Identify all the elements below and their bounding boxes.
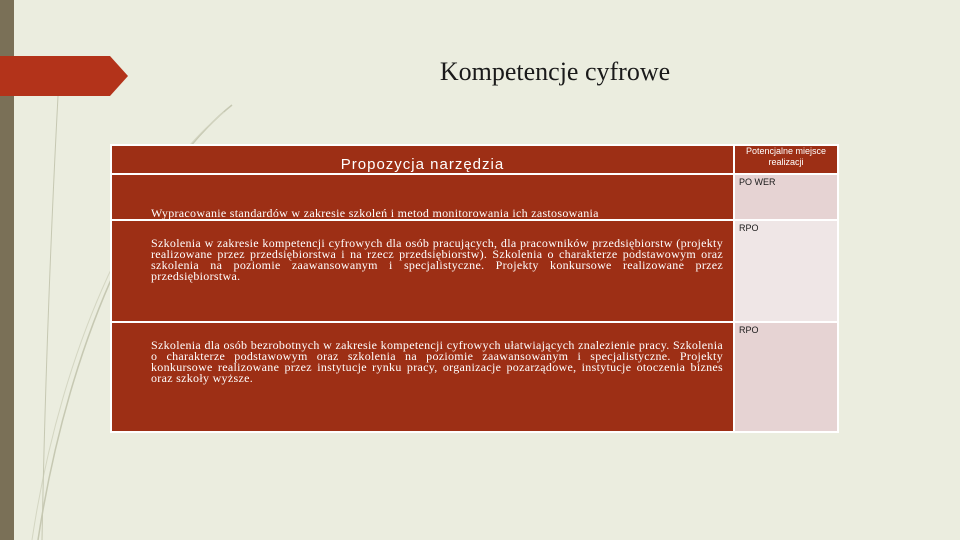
row-3-place: RPO xyxy=(734,322,838,432)
row-1-text: Wypracowanie standardów w zakresie szkoleń i metod monitorowania ich zastosowania xyxy=(151,206,599,220)
row-1-text-cell xyxy=(111,174,734,220)
table-row xyxy=(111,220,838,322)
table-row xyxy=(111,322,838,432)
header-place-label: Potencjalne miejsce realizacji xyxy=(734,145,838,174)
table-header-row xyxy=(111,145,838,174)
row-2-place: RPO xyxy=(734,220,838,322)
row-2-text-cell xyxy=(111,220,734,322)
header-tool-proposal xyxy=(111,145,734,174)
row-2-text: Szkolenia w zakresie kompetencji cyfrowych dla osób pracujących, dla pracowników przedsiębiorstw (projekty realizowane przez przedsiębiorstwa i na rzecz przedsiębiorstw). Szkolenia o charakterze podstawowym oraz szkolenia na poziomie zaawansowanym i specjalistyczne. Projekty konkursowe realizowane przez przedsiębiorstwa. xyxy=(151,236,723,283)
row-3-text-cell xyxy=(111,322,734,432)
row-3-text: Szkolenia dla osób bezrobotnych w zakresie kompetencji cyfrowych ułatwiających znalezienie pracy. Szkolenia o charakterze podstawowym oraz szkolenia na poziomie zaawansowanym i specjalistyczne. Projekty konkursowe realizowane przez instytucje rynku pracy, organizacje pozarządowe, instytucje otoczenia biznes oraz szkoły wyższe. xyxy=(151,338,723,385)
header-tool-proposal-label: Propozycja narzędzia xyxy=(340,156,505,173)
slide-title: Kompetencje cyfrowe xyxy=(439,57,671,86)
table-row xyxy=(111,174,838,220)
tools-table xyxy=(110,144,839,433)
row-1-place: PO WER xyxy=(734,174,838,220)
